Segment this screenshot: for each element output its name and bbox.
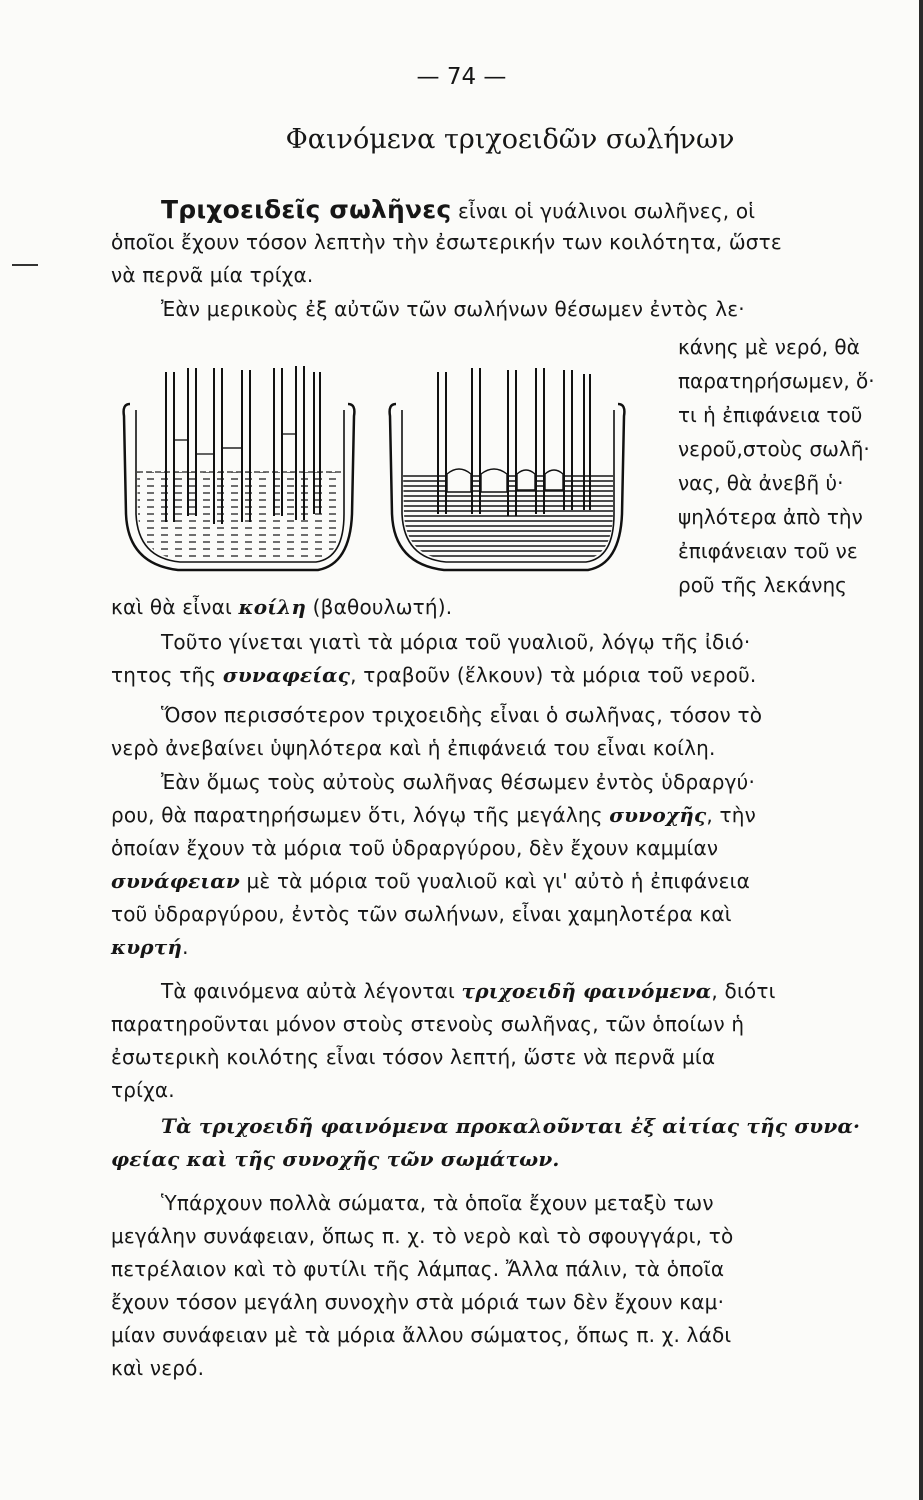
page-number: — 74 — (416, 64, 507, 90)
para7-emphasis: Τὰ τριχοειδῆ φαινόμενα προκαλοῦνται ἐξ αἰτίας τῆς συνα· φείας καὶ τῆς συνοχῆς τῶν σωμάτων. (111, 1114, 861, 1171)
page-edge (919, 0, 923, 1500)
term-concave: κοίλη (238, 595, 307, 619)
para2-ending: καὶ θὰ εἶναι κοίλη (βαθουλωτή). (111, 595, 453, 619)
intro-paragraph (111, 193, 906, 292)
margin-mark (12, 264, 38, 266)
term-cohesion: συνοχῆς (609, 803, 707, 827)
para4: Ὅσον περισσότερον τριχοειδὴς εἶναι ὁ σωλῆνας, τόσον τὸ νερὸ ἀνεβαίνει ὑψηλότερα καὶ ἡ ἐπιφάνειά του εἶναι κοίλη. (111, 703, 763, 760)
para8: Ὑπάρχουν πολλὰ σώματα, τὰ ὁποῖα ἔχουν μεταξὺ των μεγάλην συνάφειαν, ὅπως π. χ. τὸ νερὸ καὶ τὸ σφουγγάρι, τὸ πετρέλαιον καὶ τὸ φυτίλι τῆς λάμπας. Ἄλλα πάλιν, τὰ ὁποῖα ἔχουν τόσον μεγάλη συνοχὴν στὰ μόριά των δὲν ἔχουν καμ· μίαν συνάφειαν μὲ τὰ μόρια ἄλλου σώματος, ὅπως π. χ. λάδι καὶ νερό. (111, 1191, 734, 1380)
mercury-basin (390, 368, 625, 570)
term-adhesion-2: συνάφειαν (111, 869, 240, 893)
intro-line-1: Τριχοειδεῖς σωλῆνες εἶναι οἱ γυάλινοι σωλῆνες, οἱ (161, 195, 756, 224)
intro-line-3: νὰ περνᾶ μία τρίχα. (111, 263, 314, 287)
capillary-tubes-figure (118, 364, 638, 594)
intro-line-2: ὁποῖοι ἔχουν τόσον λεπτὴν τὴν ἐσωτερικήν των κοιλότητα, ὥστε (111, 230, 782, 254)
para6: Τὰ φαινόμενα αὐτὰ λέγονται τριχοειδῆ φαινόμενα, διότι παρατηροῦνται μόνον στοὺς στενοὺς σωλῆνας, τῶν ὁποίων ἡ ἐσωτερικὴ κοιλότης εἶναι τόσον λεπτή, ὥστε νὰ περνᾶ μία τρίχα. (111, 979, 776, 1102)
para3: Τοῦτο γίνεται γιατὶ τὰ μόρια τοῦ γυαλιοῦ, λόγῳ τῆς ἰδιό· τητος τῆς συναφείας, τραβοῦν (ἕλκουν) τὰ μόρια τοῦ νεροῦ. (111, 630, 757, 687)
page-title: Φαινόμενα τριχοειδῶν σωλήνων (285, 124, 735, 155)
term-capillary-tubes: Τριχοειδεῖς σωλῆνες (161, 195, 452, 224)
para2-side-column: κάνης μὲ νερό, θὰ παρατηρήσωμεν, ὅ· τι ἡ ἐπιφάνεια τοῦ νεροῦ,στοὺς σωλῆ· νας, θὰ ἀνεβῆ ὑ· ψηλότερα ἀπὸ τὴν ἐπιφάνειαν τοῦ νε ροῦ τῆς λεκάνης (678, 335, 875, 597)
para2-first-line: Ἐὰν μερικοὺς ἐξ αὐτῶν τῶν σωλήνων θέσωμεν ἐντὸς λε· (161, 297, 745, 321)
water-basin (124, 366, 355, 570)
term-convex: κυρτή (111, 935, 183, 959)
para5: Ἐὰν ὅμως τοὺς αὐτοὺς σωλῆνας θέσωμεν ἐντὸς ὑδραργύ· ρου, θὰ παρατηρήσωμεν ὅτι, λόγῳ τῆς μεγάλης συνοχῆς, τὴν ὁποίαν ἔχουν τὰ μόρια τοῦ ὑδραργύρου, δὲν ἔχουν καμμίαν συνάφειαν μὲ τὰ μόρια τοῦ γυαλιοῦ καὶ γι' αὐτὸ ἡ ἐπιφάνεια τοῦ ὑδραργύρου, ἐντὸς τῶν σωλήνων, εἶναι χαμηλοτέρα καὶ κυρτή. (111, 770, 756, 959)
term-adhesion: συναφείας (222, 663, 351, 687)
term-capillary-phenomena: τριχοειδῆ φαινόμενα (461, 979, 712, 1003)
